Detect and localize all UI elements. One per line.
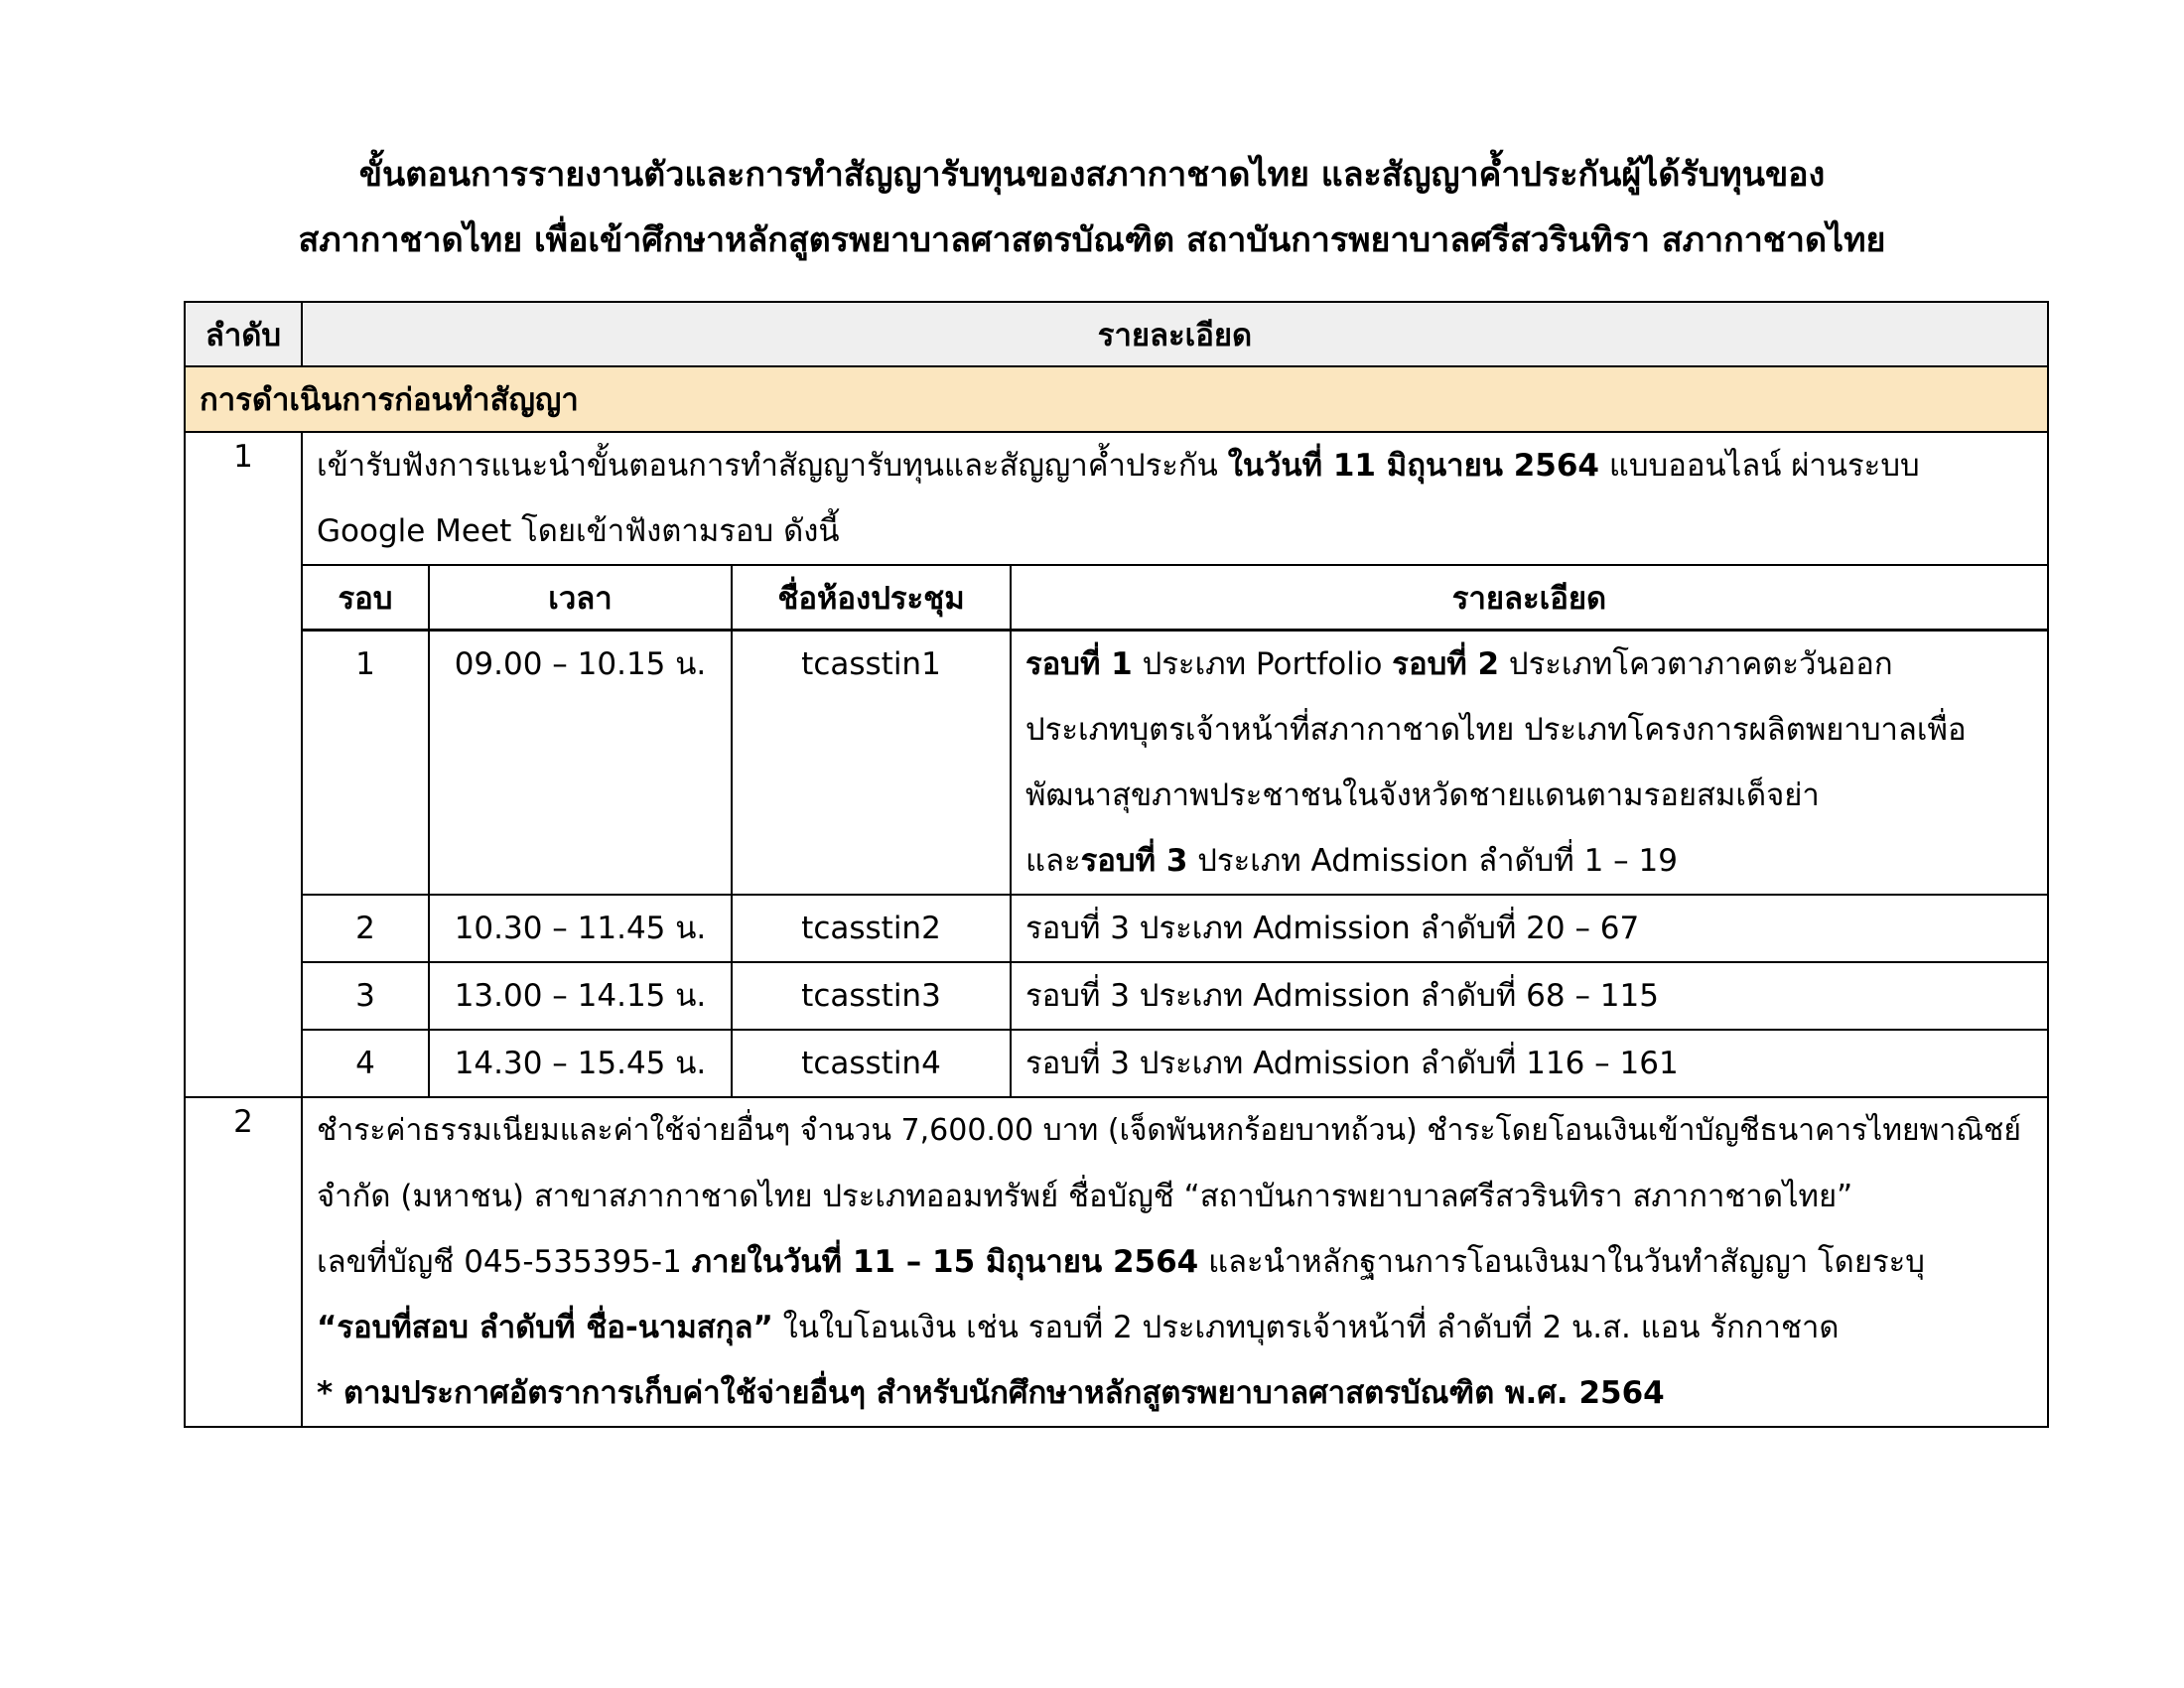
step2-line-1: ชำระค่าธรรมเนียมและค่าใช้จ่ายอื่นๆ จำนวน 7,600.00 บาท (เจ็ดพันหกร้อยบาทถ้วน) ชำระโดยโอนเงินเข้าบัญชีธนาคารไทยพาณิชย์ <box>317 1113 2021 1148</box>
round-schedule-table <box>303 564 2047 1096</box>
meeting-room: tcasstin2 <box>732 895 1011 962</box>
table-row <box>303 1030 2047 1096</box>
table-row <box>303 895 2047 962</box>
document-title <box>149 142 2035 273</box>
text-segment: ประเภท Portfolio <box>1132 646 1393 682</box>
header-order: ลำดับ <box>185 302 302 366</box>
bold-text: “รอบที่สอบ ลำดับที่ ชื่อ-นามสกุล” <box>317 1310 773 1345</box>
detail-line: รอบที่ 3 ประเภท Admission ลำดับที่ 20 – 67 <box>1025 911 1640 946</box>
schedule-header-detail: รายละเอียด <box>1011 565 2047 631</box>
round-detail <box>1011 631 2047 896</box>
date-bold: ภายในวันที่ 11 – 15 มิถุนายน 2564 <box>691 1244 1199 1280</box>
schedule-header-room: ชื่อห้องประชุม <box>732 565 1011 631</box>
schedule-header-time: เวลา <box>429 565 732 631</box>
text-segment: และนำหลักฐานการโอนเงินมาในวันทำสัญญา โดยระบุ <box>1198 1244 1925 1280</box>
date-bold: ในวันที่ 11 มิถุนายน 2564 <box>1227 448 1600 484</box>
round-number: 4 <box>303 1030 429 1096</box>
meeting-room: tcasstin1 <box>732 631 1011 896</box>
table-row <box>303 631 2047 896</box>
table-row <box>303 962 2047 1030</box>
table-header-row <box>185 302 2048 366</box>
step-detail <box>302 432 2048 1097</box>
text-segment: เข้ารับฟังการแนะนำขั้นตอนการทำสัญญารับทุนและสัญญาค้ำประกัน <box>317 448 1228 484</box>
step2-line-4 <box>303 1295 2047 1360</box>
bold-text: รอบที่ 3 <box>1080 843 1188 879</box>
bold-text: รอบที่ 1 <box>1025 646 1133 682</box>
detail-line <box>1012 828 2047 894</box>
schedule-header-row <box>303 565 2047 631</box>
text-segment: ในใบโอนเงิน เช่น รอบที่ 2 ประเภทบุตรเจ้าหน้าที่ ลำดับที่ 2 น.ส. แอน รักกาชาด <box>772 1310 1840 1345</box>
title-line-2: สภากาชาดไทย เพื่อเข้าศึกษาหลักสูตรพยาบาลศาสตรบัณฑิต สถาบันการพยาบาลศรีสวรินทิรา สภากาชาดไทย <box>298 220 1886 260</box>
step2-line-2: จำกัด (มหาชน) สาขาสภากาชาดไทย ประเภทออมทรัพย์ ชื่อบัญชี “สถาบันการพยาบาลศรีสวรินทิรา สภากาชาดไทย” <box>317 1179 1853 1214</box>
round-time: 10.30 – 11.45 น. <box>429 895 732 962</box>
schedule-header-round: รอบ <box>303 565 429 631</box>
step-row-2 <box>185 1097 2048 1427</box>
detail-line <box>1012 632 2047 697</box>
round-time: 09.00 – 10.15 น. <box>429 631 732 896</box>
step-detail <box>302 1097 2048 1427</box>
detail-line: รอบที่ 3 ประเภท Admission ลำดับที่ 68 – 115 <box>1025 978 1659 1014</box>
round-number: 2 <box>303 895 429 962</box>
step-number: 2 <box>185 1097 302 1427</box>
step-row-1 <box>185 432 2048 1097</box>
step1-line-2: Google Meet โดยเข้าฟังตามรอบ ดังนี้ <box>317 513 840 549</box>
text-segment: และ <box>1025 843 1081 879</box>
procedure-table <box>184 301 2049 1428</box>
meeting-room: tcasstin4 <box>732 1030 1011 1096</box>
meeting-room: tcasstin3 <box>732 962 1011 1030</box>
step-number: 1 <box>185 432 302 1097</box>
note-bold: * ตามประกาศอัตราการเก็บค่าใช้จ่ายอื่นๆ สำหรับนักศึกษาหลักสูตรพยาบาลศาสตรบัณฑิต พ.ศ. 2564 <box>317 1375 1665 1411</box>
text-segment: ประเภทโควตาภาคตะวันออก <box>1499 646 1893 682</box>
text-segment: เลขที่บัญชี 045-535395-1 <box>317 1244 692 1280</box>
header-detail: รายละเอียด <box>302 302 2048 366</box>
detail-line: รอบที่ 3 ประเภท Admission ลำดับที่ 116 – 161 <box>1025 1046 1679 1081</box>
round-number: 3 <box>303 962 429 1030</box>
section-title: การดำเนินการก่อนทำสัญญา <box>185 366 2048 432</box>
round-time: 14.30 – 15.45 น. <box>429 1030 732 1096</box>
detail-line: ประเภทบุตรเจ้าหน้าที่สภากาชาดไทย ประเภทโครงการผลิตพยาบาลเพื่อ <box>1025 712 1967 748</box>
step2-line-3 <box>303 1229 2047 1295</box>
text-segment: แบบออนไลน์ ผ่านระบบ <box>1599 448 1920 484</box>
section-row <box>185 366 2048 432</box>
text-segment: ประเภท Admission ลำดับที่ 1 – 19 <box>1187 843 1678 879</box>
round-detail <box>1011 895 2047 962</box>
detail-line: พัฒนาสุขภาพประชาชนในจังหวัดชายแดนตามรอยสมเด็จย่า <box>1025 777 1820 813</box>
step2-line-5 <box>303 1360 2047 1426</box>
round-time: 13.00 – 14.15 น. <box>429 962 732 1030</box>
title-line-1: ขั้นตอนการรายงานตัวและการทำสัญญารับทุนของสภากาชาดไทย และสัญญาค้ำประกันผู้ได้รับทุนของ <box>358 155 1826 195</box>
round-detail <box>1011 1030 2047 1096</box>
step1-line-1 <box>303 433 2047 498</box>
round-detail <box>1011 962 2047 1030</box>
round-number: 1 <box>303 631 429 896</box>
bold-text: รอบที่ 2 <box>1392 646 1500 682</box>
